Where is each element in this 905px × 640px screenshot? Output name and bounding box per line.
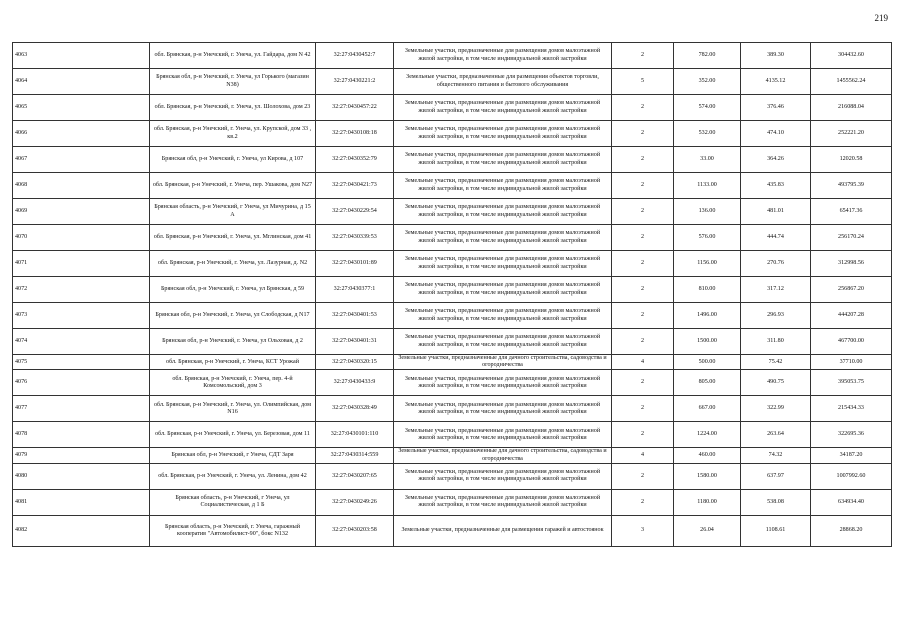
registry-body [13,43,892,547]
cell-area: 805.00 [674,370,741,396]
cell-cadastral-number: 32:27:0430249:26 [316,489,394,515]
cell-use-group: 4 [612,355,674,370]
cell-address: Брянская обл, р-н Унечский, г Унеча, СДТ Заря [150,448,316,463]
cell-record-number: 4067 [13,147,150,173]
cell-cadastral-number: 32:27:0430101:110 [316,422,394,448]
cell-specific-value: 444.74 [741,225,811,251]
cell-specific-value: 311.80 [741,329,811,355]
cell-area: 782.00 [674,43,741,69]
cell-cadastral-value: 252221.20 [811,121,892,147]
cell-cadastral-value: 37710.00 [811,355,892,370]
cell-cadastral-value: 634934.40 [811,489,892,515]
cell-permitted-use: Земельные участки, предназначенные для дачного строительства, садоводства и огородничества [394,448,612,463]
cell-cadastral-number: 32:27:0430421:73 [316,173,394,199]
cell-use-group: 2 [612,329,674,355]
table-row [13,463,892,489]
cell-permitted-use: Земельные участки, предназначенные для размещения домов малоэтажной жилой застройки, в том числе индивидуальной жилой застройки [394,251,612,277]
cell-cadastral-value: 1007992.60 [811,463,892,489]
cell-cadastral-number: 32:27:0430203:58 [316,515,394,546]
cell-use-group: 2 [612,277,674,303]
cell-cadastral-value: 256170.24 [811,225,892,251]
cell-cadastral-number: 32:27:0430377:1 [316,277,394,303]
cell-cadastral-number: 32:27:0430401:31 [316,329,394,355]
cell-address: Брянская обл, р-н Унечский, г. Унеча, ул Брянская, д 59 [150,277,316,303]
cell-record-number: 4065 [13,95,150,121]
table-row [13,199,892,225]
cell-cadastral-value: 215434.33 [811,396,892,422]
cell-cadastral-value: 444207.28 [811,303,892,329]
cell-area: 1133.00 [674,173,741,199]
cell-address: обл. Брянская, р-н Унечский, г. Унеча, ул. Олимпийская, дом N16 [150,396,316,422]
table-row [13,69,892,95]
cell-cadastral-value: 493795.39 [811,173,892,199]
cell-cadastral-number: 32:27:0430229:54 [316,199,394,225]
cell-record-number: 4069 [13,199,150,225]
cell-permitted-use: Земельные участки, предназначенные для размещения домов малоэтажной жилой застройки, в том числе индивидуальной жилой застройки [394,225,612,251]
cell-cadastral-number: 32:27:0430207:65 [316,463,394,489]
cell-address: Брянская область, р-н Унечский, г. Унеча, гаражный кооператив "Автомобилист-90", бокс N132 [150,515,316,546]
cell-use-group: 2 [612,121,674,147]
cell-area: 1156.00 [674,251,741,277]
cell-record-number: 4073 [13,303,150,329]
cell-permitted-use: Земельные участки, предназначенные для размещения домов малоэтажной жилой застройки, в том числе индивидуальной жилой застройки [394,43,612,69]
cell-cadastral-value: 304432.60 [811,43,892,69]
cell-use-group: 2 [612,489,674,515]
cell-use-group: 4 [612,448,674,463]
cell-permitted-use: Земельные участки, предназначенные для размещения домов малоэтажной жилой застройки, в том числе индивидуальной жилой застройки [394,396,612,422]
cell-permitted-use: Земельные участки, предназначенные для размещения домов малоэтажной жилой застройки, в том числе индивидуальной жилой застройки [394,489,612,515]
cell-area: 576.00 [674,225,741,251]
cell-address: обл. Брянская, р-н Унечский, г. Унеча, ул. Крупской, дом 33 , кв.2 [150,121,316,147]
cell-use-group: 2 [612,422,674,448]
table-row [13,43,892,69]
cell-record-number: 4072 [13,277,150,303]
cell-record-number: 4064 [13,69,150,95]
cell-cadastral-number: 32:27:0430452:7 [316,43,394,69]
cell-specific-value: 481.01 [741,199,811,225]
cell-address: обл. Брянская, р-н Унечский, г. Унеча, ул. Ленина, дом 42 [150,463,316,489]
cell-permitted-use: Земельные участки, предназначенные для размещения объектов торговли, общественного питания и бытового обслуживания [394,69,612,95]
table-row [13,225,892,251]
cell-record-number: 4076 [13,370,150,396]
table-row [13,303,892,329]
cell-address: Брянская обл, р-н Унечский, г. Унеча, ул Горького (магазин N38) [150,69,316,95]
cell-cadastral-value: 65417.36 [811,199,892,225]
cell-address: обл. Брянская, р-н Унечский, г. Унеча, ул. Лазурная, д. N2 [150,251,316,277]
cell-area: 500.00 [674,355,741,370]
cell-record-number: 4075 [13,355,150,370]
cell-cadastral-value: 1455562.24 [811,69,892,95]
cell-specific-value: 296.93 [741,303,811,329]
table-row [13,489,892,515]
cell-record-number: 4068 [13,173,150,199]
cell-area: 460.00 [674,448,741,463]
cell-address: обл. Брянская, р-н Унечский, г. Унеча, пер. Ушакова, дом N27 [150,173,316,199]
cell-address: обл. Брянская, р-н Унечский, г. Унеча, ул. Гайдара, дом N 42 [150,43,316,69]
cell-cadastral-value: 395053.75 [811,370,892,396]
cell-permitted-use: Земельные участки, предназначенные для размещения домов малоэтажной жилой застройки, в том числе индивидуальной жилой застройки [394,277,612,303]
cell-cadastral-value: 256867.20 [811,277,892,303]
table-row [13,251,892,277]
cell-specific-value: 1108.61 [741,515,811,546]
cell-use-group: 2 [612,147,674,173]
cell-area: 574.00 [674,95,741,121]
table-row [13,355,892,370]
cell-cadastral-value: 34187.20 [811,448,892,463]
cell-permitted-use: Земельные участки, предназначенные для размещения гаражей и автостоянок [394,515,612,546]
cell-address: Брянская обл, р-н Унечский, г. Унеча, ул Кирова, д 107 [150,147,316,173]
cell-record-number: 4079 [13,448,150,463]
table-row [13,147,892,173]
cell-specific-value: 389.30 [741,43,811,69]
cell-address: Брянская область, р-н Унечский, г Унеча, ул Мичурина, д 15 А [150,199,316,225]
cell-cadastral-number: 32:27:0430320:15 [316,355,394,370]
cell-use-group: 2 [612,43,674,69]
cell-use-group: 2 [612,251,674,277]
cell-specific-value: 435.83 [741,173,811,199]
cell-record-number: 4082 [13,515,150,546]
cell-permitted-use: Земельные участки, предназначенные для размещения домов малоэтажной жилой застройки, в том числе индивидуальной жилой застройки [394,329,612,355]
cell-area: 136.00 [674,199,741,225]
cell-cadastral-value: 28868.20 [811,515,892,546]
cell-specific-value: 490.75 [741,370,811,396]
cell-cadastral-value: 322695.36 [811,422,892,448]
cell-specific-value: 376.46 [741,95,811,121]
cell-permitted-use: Земельные участки, предназначенные для размещения домов малоэтажной жилой застройки, в том числе индивидуальной жилой застройки [394,95,612,121]
cell-specific-value: 637.97 [741,463,811,489]
cell-record-number: 4071 [13,251,150,277]
cell-cadastral-number: 32:27:0430401:53 [316,303,394,329]
cell-address: обл. Брянская, р-н Унечский, г. Унеча, ул. Березовая, дом 11 [150,422,316,448]
cell-permitted-use: Земельные участки, предназначенные для размещения домов малоэтажной жилой застройки, в том числе индивидуальной жилой застройки [394,121,612,147]
cell-permitted-use: Земельные участки, предназначенные для размещения домов малоэтажной жилой застройки, в том числе индивидуальной жилой застройки [394,370,612,396]
table-row [13,121,892,147]
cell-record-number: 4070 [13,225,150,251]
cell-use-group: 2 [612,95,674,121]
cell-address: Брянская область, р-н Унечский, г Унеча, ул Социалистическая, д 1 Б [150,489,316,515]
cell-permitted-use: Земельные участки, предназначенные для размещения домов малоэтажной жилой застройки, в том числе индивидуальной жилой застройки [394,463,612,489]
cell-use-group: 2 [612,199,674,225]
cell-permitted-use: Земельные участки, предназначенные для размещения домов малоэтажной жилой застройки, в том числе индивидуальной жилой застройки [394,422,612,448]
cell-permitted-use: Земельные участки, предназначенные для размещения домов малоэтажной жилой застройки, в том числе индивидуальной жилой застройки [394,147,612,173]
cell-area: 810.00 [674,277,741,303]
cell-address: обл. Брянская, р-н Унечский, г. Унеча, ул. Мглинская, дом 41 [150,225,316,251]
cell-cadastral-value: 312998.56 [811,251,892,277]
cell-area: 667.00 [674,396,741,422]
cell-address: Брянская обл, р-н Унечский, г. Унеча, ул Слободская, д N17 [150,303,316,329]
cell-use-group: 2 [612,463,674,489]
cell-record-number: 4074 [13,329,150,355]
table-row [13,95,892,121]
cell-record-number: 4063 [13,43,150,69]
cell-record-number: 4080 [13,463,150,489]
cell-cadastral-value: 12020.58 [811,147,892,173]
cell-use-group: 2 [612,396,674,422]
cell-permitted-use: Земельные участки, предназначенные для размещения домов малоэтажной жилой застройки, в том числе индивидуальной жилой застройки [394,173,612,199]
table-row [13,396,892,422]
cell-specific-value: 75.42 [741,355,811,370]
cell-specific-value: 270.76 [741,251,811,277]
cell-specific-value: 322.99 [741,396,811,422]
cell-specific-value: 474.10 [741,121,811,147]
table-row [13,277,892,303]
cell-area: 26.04 [674,515,741,546]
cell-area: 33.00 [674,147,741,173]
cell-cadastral-number: 32:27:0430339:53 [316,225,394,251]
cell-cadastral-number: 32:27:0430433:9 [316,370,394,396]
cell-use-group: 5 [612,69,674,95]
cell-area: 1500.00 [674,329,741,355]
table-row [13,422,892,448]
cell-cadastral-number: 32:27:0430457:22 [316,95,394,121]
cell-address: Брянская обл, р-н Унечский, г. Унеча, ул Ольховая, д 2 [150,329,316,355]
cell-cadastral-value: 216088.04 [811,95,892,121]
table-row [13,515,892,546]
cell-record-number: 4066 [13,121,150,147]
cell-cadastral-number: 32:27:0430328:49 [316,396,394,422]
cell-area: 532.00 [674,121,741,147]
table-row [13,448,892,463]
land-registry-table [12,42,892,547]
cell-specific-value: 364.26 [741,147,811,173]
cell-area: 1496.00 [674,303,741,329]
table-row [13,370,892,396]
cell-specific-value: 538.08 [741,489,811,515]
cell-specific-value: 317.12 [741,277,811,303]
cell-cadastral-value: 467700.00 [811,329,892,355]
cell-use-group: 2 [612,370,674,396]
page-number: 219 [874,13,888,23]
cell-use-group: 2 [612,303,674,329]
cell-use-group: 2 [612,173,674,199]
cell-cadastral-number: 32:27:0430108:18 [316,121,394,147]
cell-specific-value: 74.32 [741,448,811,463]
cell-cadastral-number: 32:27:0430314:559 [316,448,394,463]
cell-record-number: 4078 [13,422,150,448]
cell-area: 1580.00 [674,463,741,489]
cell-permitted-use: Земельные участки, предназначенные для размещения домов малоэтажной жилой застройки, в том числе индивидуальной жилой застройки [394,199,612,225]
cell-area: 1180.00 [674,489,741,515]
cell-area: 352.00 [674,69,741,95]
cell-address: обл. Брянская, р-н Унечский, г. Унеча, КСТ Урожай [150,355,316,370]
cell-use-group: 2 [612,225,674,251]
cell-cadastral-number: 32:27:0430221:2 [316,69,394,95]
cell-permitted-use: Земельные участки, предназначенные для дачного строительства, садоводства и огородничества [394,355,612,370]
cell-cadastral-number: 32:27:0430352:79 [316,147,394,173]
cell-cadastral-number: 32:27:0430101:89 [316,251,394,277]
table-row [13,173,892,199]
cell-specific-value: 4135.12 [741,69,811,95]
cell-permitted-use: Земельные участки, предназначенные для размещения домов малоэтажной жилой застройки, в том числе индивидуальной жилой застройки [394,303,612,329]
cell-area: 1224.00 [674,422,741,448]
cell-specific-value: 263.64 [741,422,811,448]
cell-record-number: 4081 [13,489,150,515]
cell-use-group: 3 [612,515,674,546]
cell-record-number: 4077 [13,396,150,422]
table-row [13,329,892,355]
cell-address: обл. Брянская, р-н Унечский, г. Унеча, ул. Шолохова, дом 23 [150,95,316,121]
cell-address: обл. Брянская, р-н Унечский, г. Унеча, пер. 4-й Комсомольский, дом 3 [150,370,316,396]
